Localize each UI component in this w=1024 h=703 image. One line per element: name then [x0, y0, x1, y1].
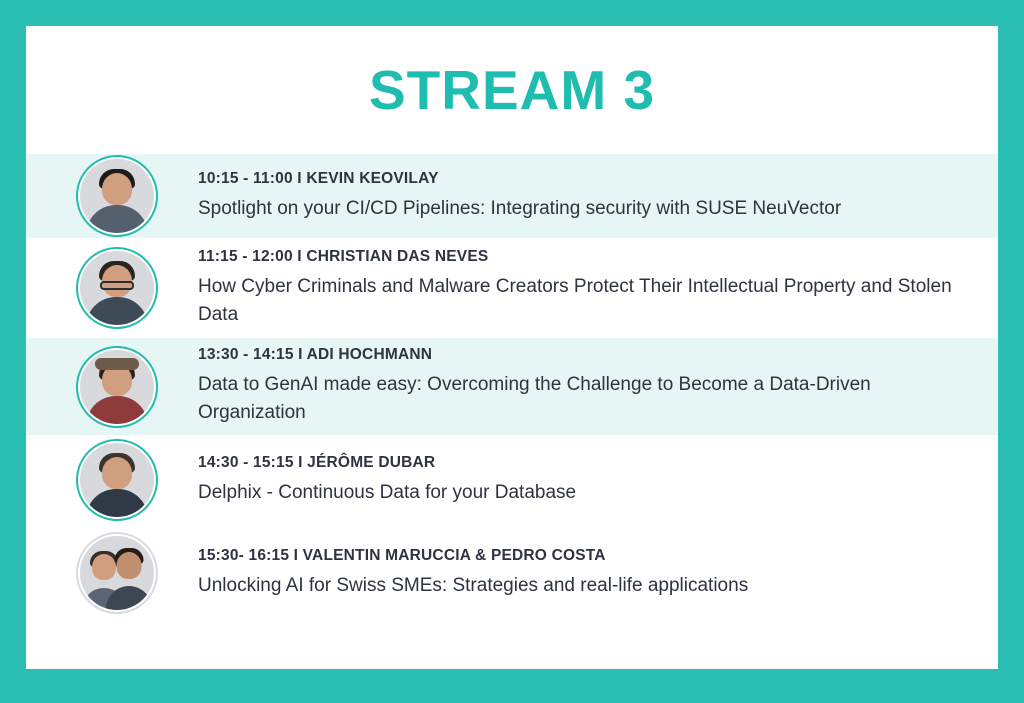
page-title: STREAM 3 [368, 59, 656, 121]
session-meta: 11:15 - 12:00 I CHRISTIAN DAS NEVES [198, 247, 489, 265]
session-row-4 [26, 435, 998, 525]
avatar-cell [78, 534, 198, 612]
session-text [198, 454, 998, 507]
session-title: Delphix - Continuous Data for your Database [198, 481, 577, 503]
session-title: Data to GenAI made easy: Overcoming the Challenge to Become a Data-Driven Organization [198, 374, 871, 423]
session-meta: 15:30- 16:15 I VALENTIN MARUCCIA & PEDRO COSTA [198, 546, 606, 564]
session-title: Unlocking AI for Swiss SMEs: Strategies and real-life applications [198, 574, 749, 596]
session-row-2 [26, 238, 998, 338]
session-meta: 13:30 - 14:15 I ADI HOCHMANN [198, 346, 433, 364]
poster-title-area [26, 26, 998, 154]
session-list [26, 154, 998, 669]
speaker-valentin-maruccia-pedro-costa-avatar [78, 534, 156, 612]
speaker-christian-das-neves-avatar [78, 249, 156, 327]
session-row-1 [26, 154, 998, 238]
session-row-3 [26, 338, 998, 435]
session-text [198, 547, 998, 600]
session-text [198, 170, 998, 223]
avatar-cell [78, 157, 198, 235]
hat-icon [95, 358, 139, 370]
avatar-cell [78, 348, 198, 426]
glasses-icon [100, 281, 134, 290]
poster-inner [26, 26, 998, 669]
speaker-kevin-keovilay-avatar [78, 157, 156, 235]
session-text [198, 248, 998, 328]
speaker-jerome-dubar-avatar [78, 441, 156, 519]
session-title: Spotlight on your CI/CD Pipelines: Integrating security with SUSE NeuVector [198, 197, 842, 219]
avatar-cell [78, 249, 198, 327]
session-text [198, 346, 998, 426]
avatar-cell [78, 441, 198, 519]
session-row-5 [26, 525, 998, 621]
session-meta: 14:30 - 15:15 I JÉRÔME DUBAR [198, 453, 436, 471]
speaker-adi-hochmann-avatar [78, 348, 156, 426]
session-meta: 10:15 - 11:00 I KEVIN KEOVILAY [198, 169, 439, 187]
session-title: How Cyber Criminals and Malware Creators Protect Their Intellectual Property and Stolen Data [198, 275, 952, 325]
